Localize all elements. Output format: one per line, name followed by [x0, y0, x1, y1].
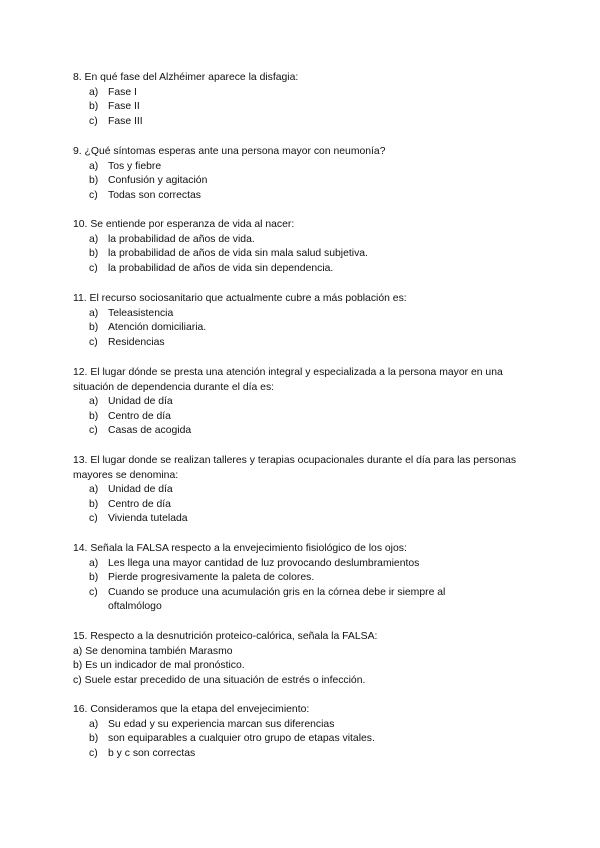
- option-text: Residencias: [108, 336, 165, 348]
- question-stem: 11. El recurso sociosanitario que actualmente cubre a más población es:: [73, 293, 407, 304]
- option-letter: c): [89, 262, 98, 274]
- option-b: [73, 410, 533, 425]
- option-a: [73, 307, 533, 322]
- question-11: [73, 292, 533, 350]
- option-text: la probabilidad de años de vida sin dependencia.: [108, 262, 334, 274]
- option-b: [73, 732, 533, 747]
- option-b: [73, 100, 533, 115]
- option-text: Es un indicador de mal pronóstico.: [85, 660, 245, 672]
- option-list: [73, 557, 533, 615]
- option-text: Vivienda tutelada: [108, 513, 188, 525]
- option-text: Les llega una mayor cantidad de luz provocando deslumbramientos: [108, 557, 420, 569]
- option-text: b y c son correctas: [108, 747, 196, 759]
- option-letter: c): [89, 586, 98, 598]
- option-text: son equiparables a cualquier otro grupo de etapas vitales.: [108, 733, 375, 745]
- option-letter: a): [89, 718, 99, 730]
- question-12: [73, 366, 533, 439]
- question-13: [73, 454, 533, 527]
- option-letter: b): [89, 410, 99, 422]
- option-a: [73, 483, 533, 498]
- option-letter: a): [89, 160, 99, 172]
- option-text: la probabilidad de años de vida.: [108, 233, 255, 245]
- option-b: [73, 498, 533, 513]
- option-text: Cuando se produce una acumulación gris en la córnea debe ir siempre al oftalmólogo: [108, 586, 446, 613]
- option-text: Todas son correctas: [108, 189, 201, 201]
- option-letter: a): [89, 233, 99, 245]
- option-text: Su edad y su experiencia marcan sus diferencias: [108, 718, 335, 730]
- option-c: [73, 674, 533, 689]
- option-letter: b): [89, 322, 99, 334]
- question-14: [73, 542, 533, 615]
- option-c: [73, 424, 533, 439]
- option-letter: c): [89, 747, 98, 759]
- option-letter: c): [89, 425, 98, 437]
- question-8: [73, 71, 533, 129]
- option-letter: a): [89, 307, 99, 319]
- option-letter: b): [89, 101, 99, 113]
- option-list: [73, 395, 533, 439]
- question-stem: 8. En qué fase del Alzhéimer aparece la disfagia:: [73, 72, 299, 83]
- option-letter: a): [89, 86, 99, 98]
- option-list: [73, 307, 533, 351]
- option-a: [73, 395, 533, 410]
- option-list: [73, 233, 533, 277]
- option-list: [73, 718, 533, 762]
- option-text: Se denomina también Marasmo: [85, 645, 233, 657]
- option-list: [73, 160, 533, 204]
- option-text: Fase III: [108, 115, 143, 127]
- option-text: Pierde progresivamente la paleta de colores.: [108, 572, 315, 584]
- option-list: [73, 483, 533, 527]
- option-letter: b): [89, 248, 99, 260]
- option-c: [73, 336, 533, 351]
- question-stem: 15. Respecto a la desnutrición proteico-calórica, señala la FALSA:: [73, 631, 378, 642]
- option-b: [73, 174, 533, 189]
- option-c: [73, 586, 533, 615]
- question-stem: 9. ¿Qué síntomas esperas ante una persona mayor con neumonía?: [73, 146, 386, 157]
- option-a: [73, 645, 533, 660]
- question-stem: 16. Consideramos que la etapa del envejecimiento:: [73, 704, 310, 715]
- option-b: [73, 321, 533, 336]
- option-letter: a): [89, 557, 99, 569]
- option-list: [73, 86, 533, 130]
- option-list: [73, 645, 533, 689]
- option-letter: c): [73, 674, 82, 686]
- question-10: [73, 218, 533, 276]
- option-a: [73, 233, 533, 248]
- option-a: [73, 86, 533, 101]
- option-text: Fase I: [108, 86, 137, 98]
- option-text: Suele estar precedido de una situación de estrés o infección.: [84, 674, 366, 686]
- question-9: [73, 145, 533, 203]
- option-letter: b): [73, 660, 83, 672]
- option-text: Centro de día: [108, 410, 171, 422]
- option-b: [73, 659, 533, 674]
- option-text: Tos y fiebre: [108, 160, 162, 172]
- option-b: [73, 571, 533, 586]
- option-letter: a): [89, 484, 99, 496]
- option-text: Centro de día: [108, 498, 171, 510]
- question-stem: 14. Señala la FALSA respecto a la envejecimiento fisiológico de los ojos:: [73, 543, 407, 554]
- option-text: la probabilidad de años de vida sin mala salud subjetiva.: [108, 248, 368, 260]
- option-c: [73, 115, 533, 130]
- option-letter: b): [89, 175, 99, 187]
- question-stem: 10. Se entiende por esperanza de vida al nacer:: [73, 219, 295, 230]
- option-text: Unidad de día: [108, 396, 173, 408]
- option-c: [73, 512, 533, 527]
- option-text: Teleasistencia: [108, 307, 174, 319]
- option-letter: c): [89, 336, 98, 348]
- option-letter: c): [89, 513, 98, 525]
- option-text: Unidad de día: [108, 484, 173, 496]
- option-text: Atención domiciliaria.: [108, 322, 207, 334]
- option-letter: a): [89, 396, 99, 408]
- option-c: [73, 189, 533, 204]
- question-16: [73, 703, 533, 761]
- option-text: Confusión y agitación: [108, 175, 208, 187]
- question-15: [73, 630, 533, 688]
- question-stem: 12. El lugar dónde se presta una atención integral y especializada a la persona mayor en una situación de dependencia durante el día es:: [73, 367, 503, 393]
- option-letter: a): [73, 645, 83, 657]
- option-b: [73, 247, 533, 262]
- option-a: [73, 718, 533, 733]
- option-c: [73, 262, 533, 277]
- option-letter: b): [89, 733, 99, 745]
- option-letter: b): [89, 498, 99, 510]
- question-stem: 13. El lugar donde se realizan talleres y terapias ocupacionales durante el día para las personas mayores se denomina:: [73, 455, 517, 481]
- option-c: [73, 747, 533, 762]
- option-letter: c): [89, 189, 98, 201]
- option-letter: c): [89, 115, 98, 127]
- option-text: Casas de acogida: [108, 425, 192, 437]
- option-text: Fase II: [108, 101, 140, 113]
- option-a: [73, 160, 533, 175]
- option-letter: b): [89, 572, 99, 584]
- option-a: [73, 557, 533, 572]
